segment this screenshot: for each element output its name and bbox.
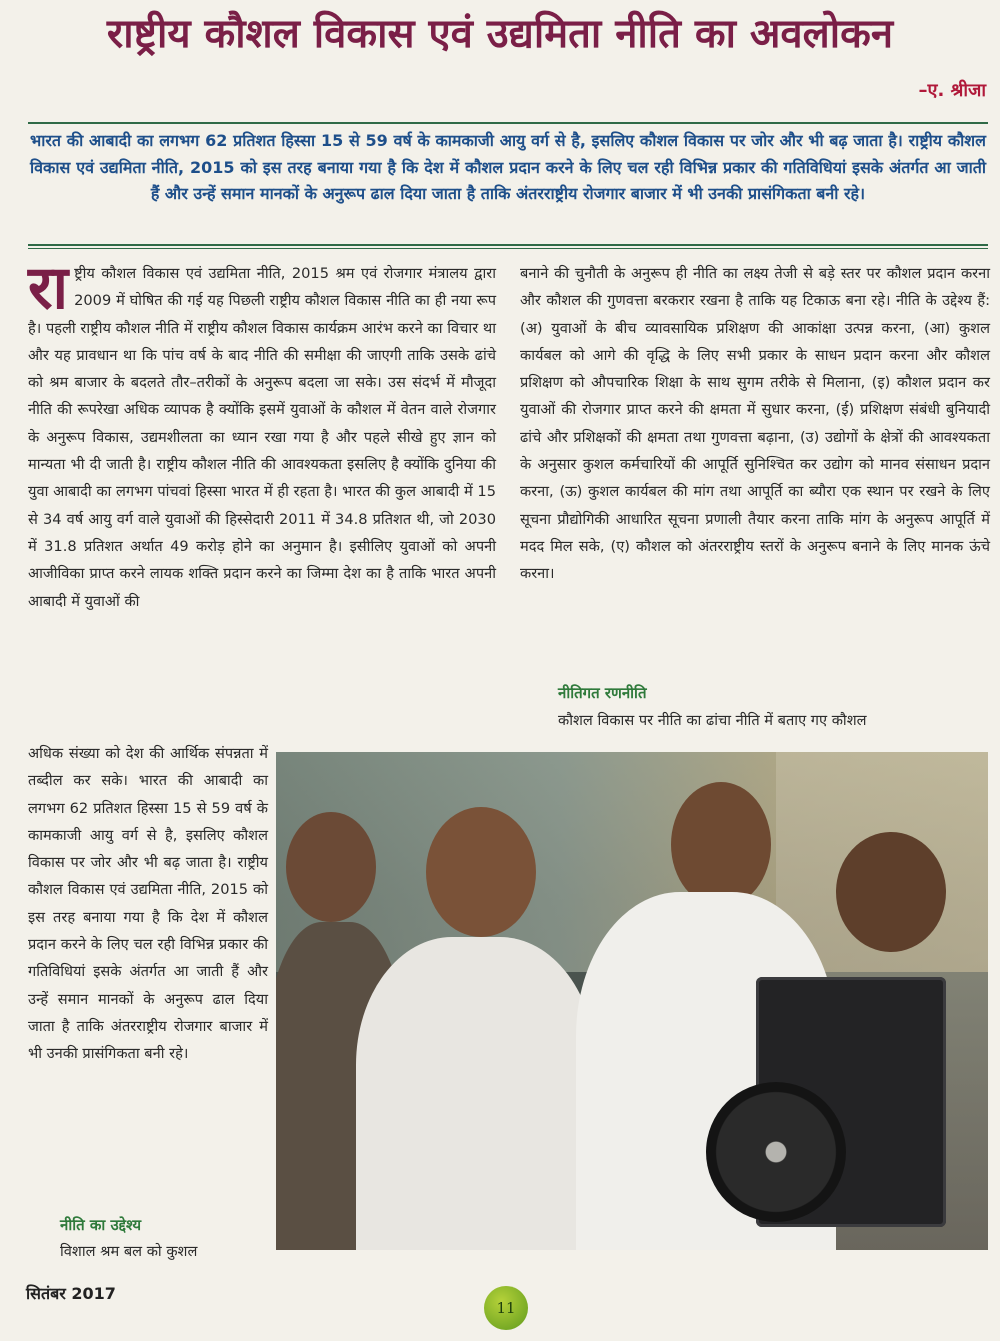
subhead-strategy: नीतिगत रणनीति <box>558 684 647 702</box>
objective-text: विशाल श्रम बल को कुशल <box>60 1243 198 1260</box>
summary-bottom-rule <box>28 244 988 246</box>
person-body-center <box>356 937 596 1250</box>
author-byline: –ए. श्रीजा <box>918 80 986 101</box>
person-head-center <box>426 807 536 937</box>
page-number-badge <box>484 1286 528 1330</box>
person-head-far-right <box>836 832 946 952</box>
right-column-text: बनाने की चुनौती के अनुरूप ही नीति का लक्ष्य तेजी से बड़े स्तर पर कौशल प्रदान करना और कौशल की गुणवत्ता बरकरार रखना है ताकि यह टिकाऊ बना रहे। नीति के उद्देश्य हैं: (अ) युवाओं के बीच व्यावसायिक प्रशिक्षण की आकांक्षा उत्पन्न करना, (आ) कुशल कार्यबल को आगे की वृद्धि के लिए सभी प्रकार के साधन प्रदान करना और कौशल प्रशिक्षण को औपचारिक शिक्षा के साथ सुगम तरीके से मिलाना, (इ) कौशल प्रदान कर युवाओं की रोजगार प्राप्त करने की क्षमता में सुधार करना, (ई) प्रशिक्षण संबंधी बुनियादी ढांचे और प्रशिक्षकों की क्षमता तथा गुणवत्ता बढ़ाना, (उ) उद्योगों के क्षेत्रों की आवश्यकता के अनुसार कुशल कर्मचारियों की आपूर्ति सुनिश्चित कर उद्योग को मानव संसाधन प्रदान करना, (ऊ) कुशल कार्यबल की मांग तथा आपूर्ति का ब्यौरा एक स्थान पर रखने के लिए सूचना प्रौद्योगिकी आधारित सूचना प्रणाली तैयार करना ताकि मांग के अनुरूप आपूर्ति में मदद मिल सके, (ए) कौशल को अंतरराष्ट्रीय स्तरों के अनुरूप बनाने के लिए मानक ऊंचे करना। <box>520 265 990 583</box>
summary-top-rule <box>28 122 988 124</box>
page-number: 11 <box>496 1299 516 1317</box>
article-photo <box>276 752 988 1250</box>
person-head-left <box>286 812 376 922</box>
strategy-text: कौशल विकास पर नीति का ढांचा नीति में बताए गए कौशल <box>558 712 867 729</box>
article-title: राष्ट्रीय कौशल विकास एवं उद्यमिता नीति का अवलोकन <box>106 11 894 57</box>
drop-cap: रा <box>28 253 69 323</box>
person-head-right <box>671 782 771 907</box>
summary-box: भारत की आबादी का लगभग 62 प्रतिशत हिस्सा 15 से 59 वर्ष के कामकाजी आयु वर्ग से है, इसलिए कौशल विकास पर जोर और भी बढ़ जाता है। राष्ट्रीय कौशल विकास एवं उद्यमिता नीति, 2015 को इस तरह बनाया गया है कि देश में कौशल प्रदान करने के लिए चल रही विभिन्न प्रकार की गतिविधियां इसके अंतर्गत आ जाती हैं और उन्हें समान मानकों के अनुरूप ढाल दिया जाता है ताकि अंतरराष्ट्रीय रोजगार बाजार में भी उनकी प्रासंगिकता बनी रहे। <box>30 131 986 203</box>
left-column <box>28 253 496 615</box>
footer-date: सितंबर 2017 <box>26 1284 116 1303</box>
left-column-text: ष्ट्रीय कौशल विकास एवं उद्यमिता नीति, 2015 श्रम एवं रोजगार मंत्रालय द्वारा 2009 में घोषित की गई यह पिछली राष्ट्रीय कौशल विकास नीति का ही नया रूप है। पहली राष्ट्रीय कौशल नीति में राष्ट्रीय कौशल विकास कार्यक्रम आरंभ करने का विचार था और यह प्रावधान था कि पांच वर्ष के बाद नीति की समीक्षा की जाएगी ताकि उसके ढांचे को श्रम बाजार के बदलते तौर–तरीकों के अनुरूप बदला जा सके। उस संदर्भ में मौजूदा नीति की रूपरेखा अधिक व्यापक है क्योंकि इसमें युवाओं के कौशल में वेतन वाले रोजगार के अनुरूप विकास, उद्यमशीलता का ध्यान रखा गया है और पहले सीखे हुए ज्ञान को मान्यता भी दी जाती है। राष्ट्रीय कौशल नीति की आवश्यकता इसलिए है क्योंकि दुनिया की युवा आबादी का लगभग पांचवां हिस्सा भारत में ही रहता है। भारत की कुल आबादी में 15 से 34 वर्ष आयु वर्ग वाले युवाओं की हिस्सेदारी 2011 में 34.8 प्रतिशत थी, जो 2030 में 31.8 प्रतिशत अर्थात 49 करोड़ होने का अनुमान है। इसीलिए युवाओं को अपनी आजीविका प्राप्त करने लायक शक्ति प्रदान करने का जिम्मा देश का है ताकि भारत अपनी आबादी में युवाओं की <box>28 265 496 610</box>
narrow-column-text: अधिक संख्या को देश की आर्थिक संपन्नता में तब्दील कर सके। भारत की आबादी का लगभग 62 प्रतिशत हिस्सा 15 से 59 वर्ष के कामकाजी आयु वर्ग से है, इसलिए कौशल विकास पर जोर और भी बढ़ जाता है। राष्ट्रीय कौशल विकास एवं उद्यमिता नीति, 2015 को इस तरह बनाया गया है कि देश में कौशल प्रदान करने के लिए चल रही विभिन्न प्रकार की गतिविधियां इसके अंतर्गत आ जाती हैं और उन्हें समान मानकों के अनुरूप ढाल दिया जाता है ताकि अंतरराष्ट्रीय रोजगार बाजार में भी उनकी प्रासंगिकता बनी रहे। <box>28 745 268 1063</box>
subhead-objective: नीति का उद्देश्य <box>60 1216 142 1234</box>
summary-bottom-rule-thin <box>28 248 988 249</box>
machine-wheel <box>706 1082 846 1222</box>
